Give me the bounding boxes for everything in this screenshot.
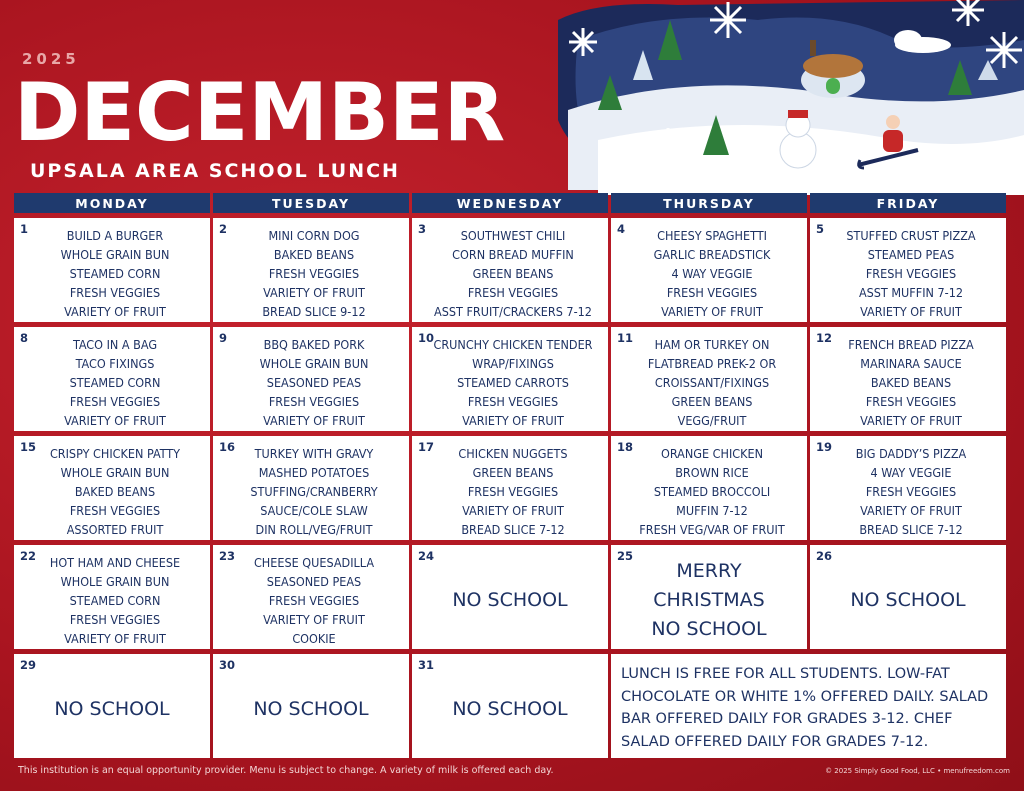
message-line: NO SCHOOL — [850, 589, 966, 611]
day-cell — [810, 218, 1006, 322]
menu-item: BAKED BEANS — [273, 247, 355, 262]
menu-item: MUFFIN 7-12 — [676, 503, 748, 518]
day-number: 29 — [20, 658, 37, 672]
day-header-friday: FRIDAY — [810, 193, 1006, 213]
menu-item: GREEN BEANS — [671, 394, 753, 409]
menu-items-list — [611, 444, 807, 539]
menu-item: WHOLE GRAIN BUN — [60, 247, 170, 262]
day-number: 26 — [816, 549, 833, 563]
menu-item: VARIETY OF FRUIT — [462, 413, 564, 428]
day-header-thursday: THURSDAY — [611, 193, 807, 213]
no-school-message — [213, 654, 409, 758]
menu-item: VARIETY OF FRUIT — [462, 503, 564, 518]
day-cell — [412, 327, 608, 431]
menu-item: GARLIC BREADSTICK — [653, 247, 771, 262]
menu-items-list — [14, 335, 210, 430]
day-cell — [213, 327, 409, 431]
menu-item: VARIETY OF FRUIT — [64, 631, 166, 646]
menu-item: 4 WAY VEGGIE — [671, 266, 753, 281]
day-number: 4 — [617, 222, 626, 236]
day-cell — [14, 436, 210, 540]
message-line: CHRISTMAS — [653, 588, 765, 611]
message-line: MERRY — [676, 559, 742, 582]
menu-item: FRESH VEG/VAR OF FRUIT — [639, 522, 785, 537]
menu-items-list — [412, 226, 608, 321]
day-number: 25 — [617, 549, 634, 563]
menu-item: BREAD SLICE 9-12 — [262, 304, 366, 319]
day-header-wednesday: WEDNESDAY — [412, 193, 608, 213]
day-cell — [412, 218, 608, 322]
menu-items-list — [14, 226, 210, 321]
day-header-tuesday: TUESDAY — [213, 193, 409, 213]
day-number: 5 — [816, 222, 825, 236]
menu-item: CORN BREAD MUFFIN — [452, 247, 574, 262]
menu-item: ORANGE CHICKEN — [660, 446, 764, 461]
day-cell — [412, 436, 608, 540]
menu-item: CHICKEN NUGGETS — [458, 446, 568, 461]
day-cell — [611, 218, 807, 322]
day-cell — [611, 327, 807, 431]
menu-item: STEAMED CORN — [69, 375, 161, 390]
day-cell — [14, 654, 210, 758]
day-cell — [611, 436, 807, 540]
message-line: NO SCHOOL — [253, 698, 369, 720]
day-cell — [810, 436, 1006, 540]
menu-item: STEAMED CARROTS — [457, 375, 569, 390]
menu-item: SAUCE/COLE SLAW — [260, 503, 368, 518]
menu-item: FRESH VEGGIES — [666, 285, 758, 300]
day-cell — [412, 654, 608, 758]
menu-item: STEAMED BROCCOLI — [653, 484, 771, 499]
menu-item: STUFFING/CRANBERRY — [250, 484, 378, 499]
menu-item: BUILD A BURGER — [66, 228, 164, 243]
day-number: 30 — [219, 658, 236, 672]
menu-items-list — [213, 335, 409, 430]
day-cell — [213, 218, 409, 322]
menu-item: SEASONED PEAS — [266, 375, 362, 390]
day-number: 3 — [418, 222, 427, 236]
day-cell — [412, 545, 608, 649]
menu-items-list — [213, 226, 409, 321]
menu-items-list — [213, 444, 409, 539]
menu-item: CHEESE QUESADILLA — [253, 555, 375, 570]
menu-item: WHOLE GRAIN BUN — [259, 356, 369, 371]
day-number: 17 — [418, 440, 435, 454]
menu-item: VARIETY OF FRUIT — [64, 413, 166, 428]
day-number: 15 — [20, 440, 37, 454]
menu-item: ASST FRUIT/CRACKERS 7-12 — [434, 304, 592, 319]
menu-items-list — [810, 444, 1006, 539]
menu-item: VARIETY OF FRUIT — [860, 413, 962, 428]
day-cell — [14, 545, 210, 649]
menu-item: FRESH VEGGIES — [69, 503, 161, 518]
menu-item: FRESH VEGGIES — [865, 484, 957, 499]
winter-scene-illustration — [538, 0, 1024, 200]
menu-item: VARIETY OF FRUIT — [263, 612, 365, 627]
day-number: 23 — [219, 549, 236, 563]
menu-items-list — [810, 226, 1006, 321]
menu-items-list — [611, 226, 807, 321]
menu-item: COOKIE — [292, 631, 336, 646]
menu-item: STEAMED CORN — [69, 266, 161, 281]
menu-item: FRESH VEGGIES — [865, 394, 957, 409]
day-cell — [611, 545, 807, 649]
menu-item: CHEESY SPAGHETTI — [657, 228, 767, 243]
menu-item: VARIETY OF FRUIT — [263, 413, 365, 428]
menu-items-list — [412, 335, 608, 430]
menu-item: TACO IN A BAG — [72, 337, 158, 352]
menu-item: BREAD SLICE 7-12 — [461, 522, 565, 537]
menu-item: 4 WAY VEGGIE — [870, 465, 952, 480]
day-number: 31 — [418, 658, 435, 672]
menu-item: BIG DADDY’S PIZZA — [855, 446, 967, 461]
day-number: 10 — [418, 331, 435, 345]
day-cell — [213, 545, 409, 649]
menu-item: FRENCH BREAD PIZZA — [848, 337, 974, 352]
message-line: NO SCHOOL — [54, 698, 170, 720]
menu-item: FRESH VEGGIES — [467, 285, 559, 300]
lunch-calendar-grid — [14, 193, 1010, 760]
menu-item: SEASONED PEAS — [266, 574, 362, 589]
menu-item: SOUTHWEST CHILI — [460, 228, 566, 243]
menu-item: VEGG/FRUIT — [677, 413, 747, 428]
menu-items-list — [14, 444, 210, 539]
menu-item: WHOLE GRAIN BUN — [60, 465, 170, 480]
no-school-message — [14, 654, 210, 758]
menu-item: TACO FIXINGS — [75, 356, 155, 371]
menu-item: ASSORTED FRUIT — [66, 522, 164, 537]
lunch-info-note: LUNCH IS FREE FOR ALL STUDENTS. LOW-FAT CHOCOLATE OR WHITE 1% OFFERED DAILY. SALAD BAR OFFERED DAILY FOR GRADES 3-12. CHEF SALAD OFFERED DAILY FOR GRADES 7-12. — [611, 654, 1006, 758]
day-header-monday: MONDAY — [14, 193, 210, 213]
calendar-month-title: DECEMBER — [14, 66, 506, 159]
menu-items-list — [14, 553, 210, 648]
footer-disclaimer: This institution is an equal opportunity provider. Menu is subject to change. A variety of milk is offered each day. — [18, 765, 554, 776]
day-cell — [213, 654, 409, 758]
menu-item: BROWN RICE — [675, 465, 749, 480]
menu-item: CROISSANT/FIXINGS — [654, 375, 770, 390]
menu-item: FLATBREAD PREK-2 OR — [647, 356, 777, 371]
menu-items-list — [213, 553, 409, 648]
menu-item: VARIETY OF FRUIT — [263, 285, 365, 300]
menu-item: STUFFED CRUST PIZZA — [846, 228, 976, 243]
menu-item: FRESH VEGGIES — [865, 266, 957, 281]
menu-item: FRESH VEGGIES — [467, 394, 559, 409]
day-number: 18 — [617, 440, 634, 454]
menu-items-list — [611, 335, 807, 430]
day-number: 24 — [418, 549, 435, 563]
day-cell — [810, 327, 1006, 431]
menu-item: VARIETY OF FRUIT — [64, 304, 166, 319]
menu-item: HOT HAM AND CHEESE — [49, 555, 181, 570]
menu-item: STEAMED CORN — [69, 593, 161, 608]
day-cell — [810, 545, 1006, 649]
menu-item: MINI CORN DOG — [268, 228, 360, 243]
menu-item: HAM OR TURKEY ON — [654, 337, 770, 352]
menu-item: BAKED BEANS — [870, 375, 952, 390]
day-number: 2 — [219, 222, 228, 236]
menu-item: VARIETY OF FRUIT — [860, 304, 962, 319]
menu-item: GREEN BEANS — [472, 266, 554, 281]
day-cell — [14, 218, 210, 322]
menu-item: BREAD SLICE 7-12 — [859, 522, 963, 537]
day-number: 22 — [20, 549, 37, 563]
menu-item: FRESH VEGGIES — [268, 266, 360, 281]
menu-item: TURKEY WITH GRAVY — [254, 446, 374, 461]
menu-item: FRESH VEGGIES — [268, 394, 360, 409]
menu-items-list — [810, 335, 1006, 430]
menu-item: BAKED BEANS — [74, 484, 156, 499]
day-number: 8 — [20, 331, 29, 345]
day-number: 1 — [20, 222, 29, 236]
menu-item: WRAP/FIXINGS — [472, 356, 554, 371]
menu-item: MASHED POTATOES — [258, 465, 370, 480]
menu-item: ASST MUFFIN 7-12 — [858, 285, 964, 300]
day-cell — [213, 436, 409, 540]
menu-item: DIN ROLL/VEG/FRUIT — [255, 522, 373, 537]
footer-copyright: © 2025 Simply Good Food, LLC • menufreedom.com — [825, 767, 1010, 775]
day-number: 9 — [219, 331, 228, 345]
menu-item: CRISPY CHICKEN PATTY — [49, 446, 181, 461]
no-school-message — [810, 545, 1006, 649]
menu-items-list — [412, 444, 608, 539]
no-school-message — [611, 545, 807, 649]
no-school-message — [412, 545, 608, 649]
day-number: 12 — [816, 331, 833, 345]
day-number: 16 — [219, 440, 236, 454]
menu-item: FRESH VEGGIES — [467, 484, 559, 499]
menu-item: WHOLE GRAIN BUN — [60, 574, 170, 589]
calendar-year: 2025 — [22, 50, 80, 68]
menu-item: VARIETY OF FRUIT — [661, 304, 763, 319]
message-line: NO SCHOOL — [452, 698, 568, 720]
menu-item: FRESH VEGGIES — [69, 612, 161, 627]
menu-item: BBQ BAKED PORK — [263, 337, 365, 352]
no-school-message — [412, 654, 608, 758]
day-number: 11 — [617, 331, 634, 345]
message-line: NO SCHOOL — [452, 589, 568, 611]
menu-item: FRESH VEGGIES — [69, 394, 161, 409]
day-number: 19 — [816, 440, 833, 454]
menu-item: MARINARA SAUCE — [860, 356, 962, 371]
menu-item: VARIETY OF FRUIT — [860, 503, 962, 518]
message-line: NO SCHOOL — [651, 617, 767, 640]
menu-item: FRESH VEGGIES — [69, 285, 161, 300]
menu-item: STEAMED PEAS — [867, 247, 955, 262]
menu-item: CRUNCHY CHICKEN TENDER — [433, 337, 593, 352]
day-cell — [14, 327, 210, 431]
menu-item: FRESH VEGGIES — [268, 593, 360, 608]
menu-item: GREEN BEANS — [472, 465, 554, 480]
calendar-subtitle: UPSALA AREA SCHOOL LUNCH — [30, 160, 400, 182]
